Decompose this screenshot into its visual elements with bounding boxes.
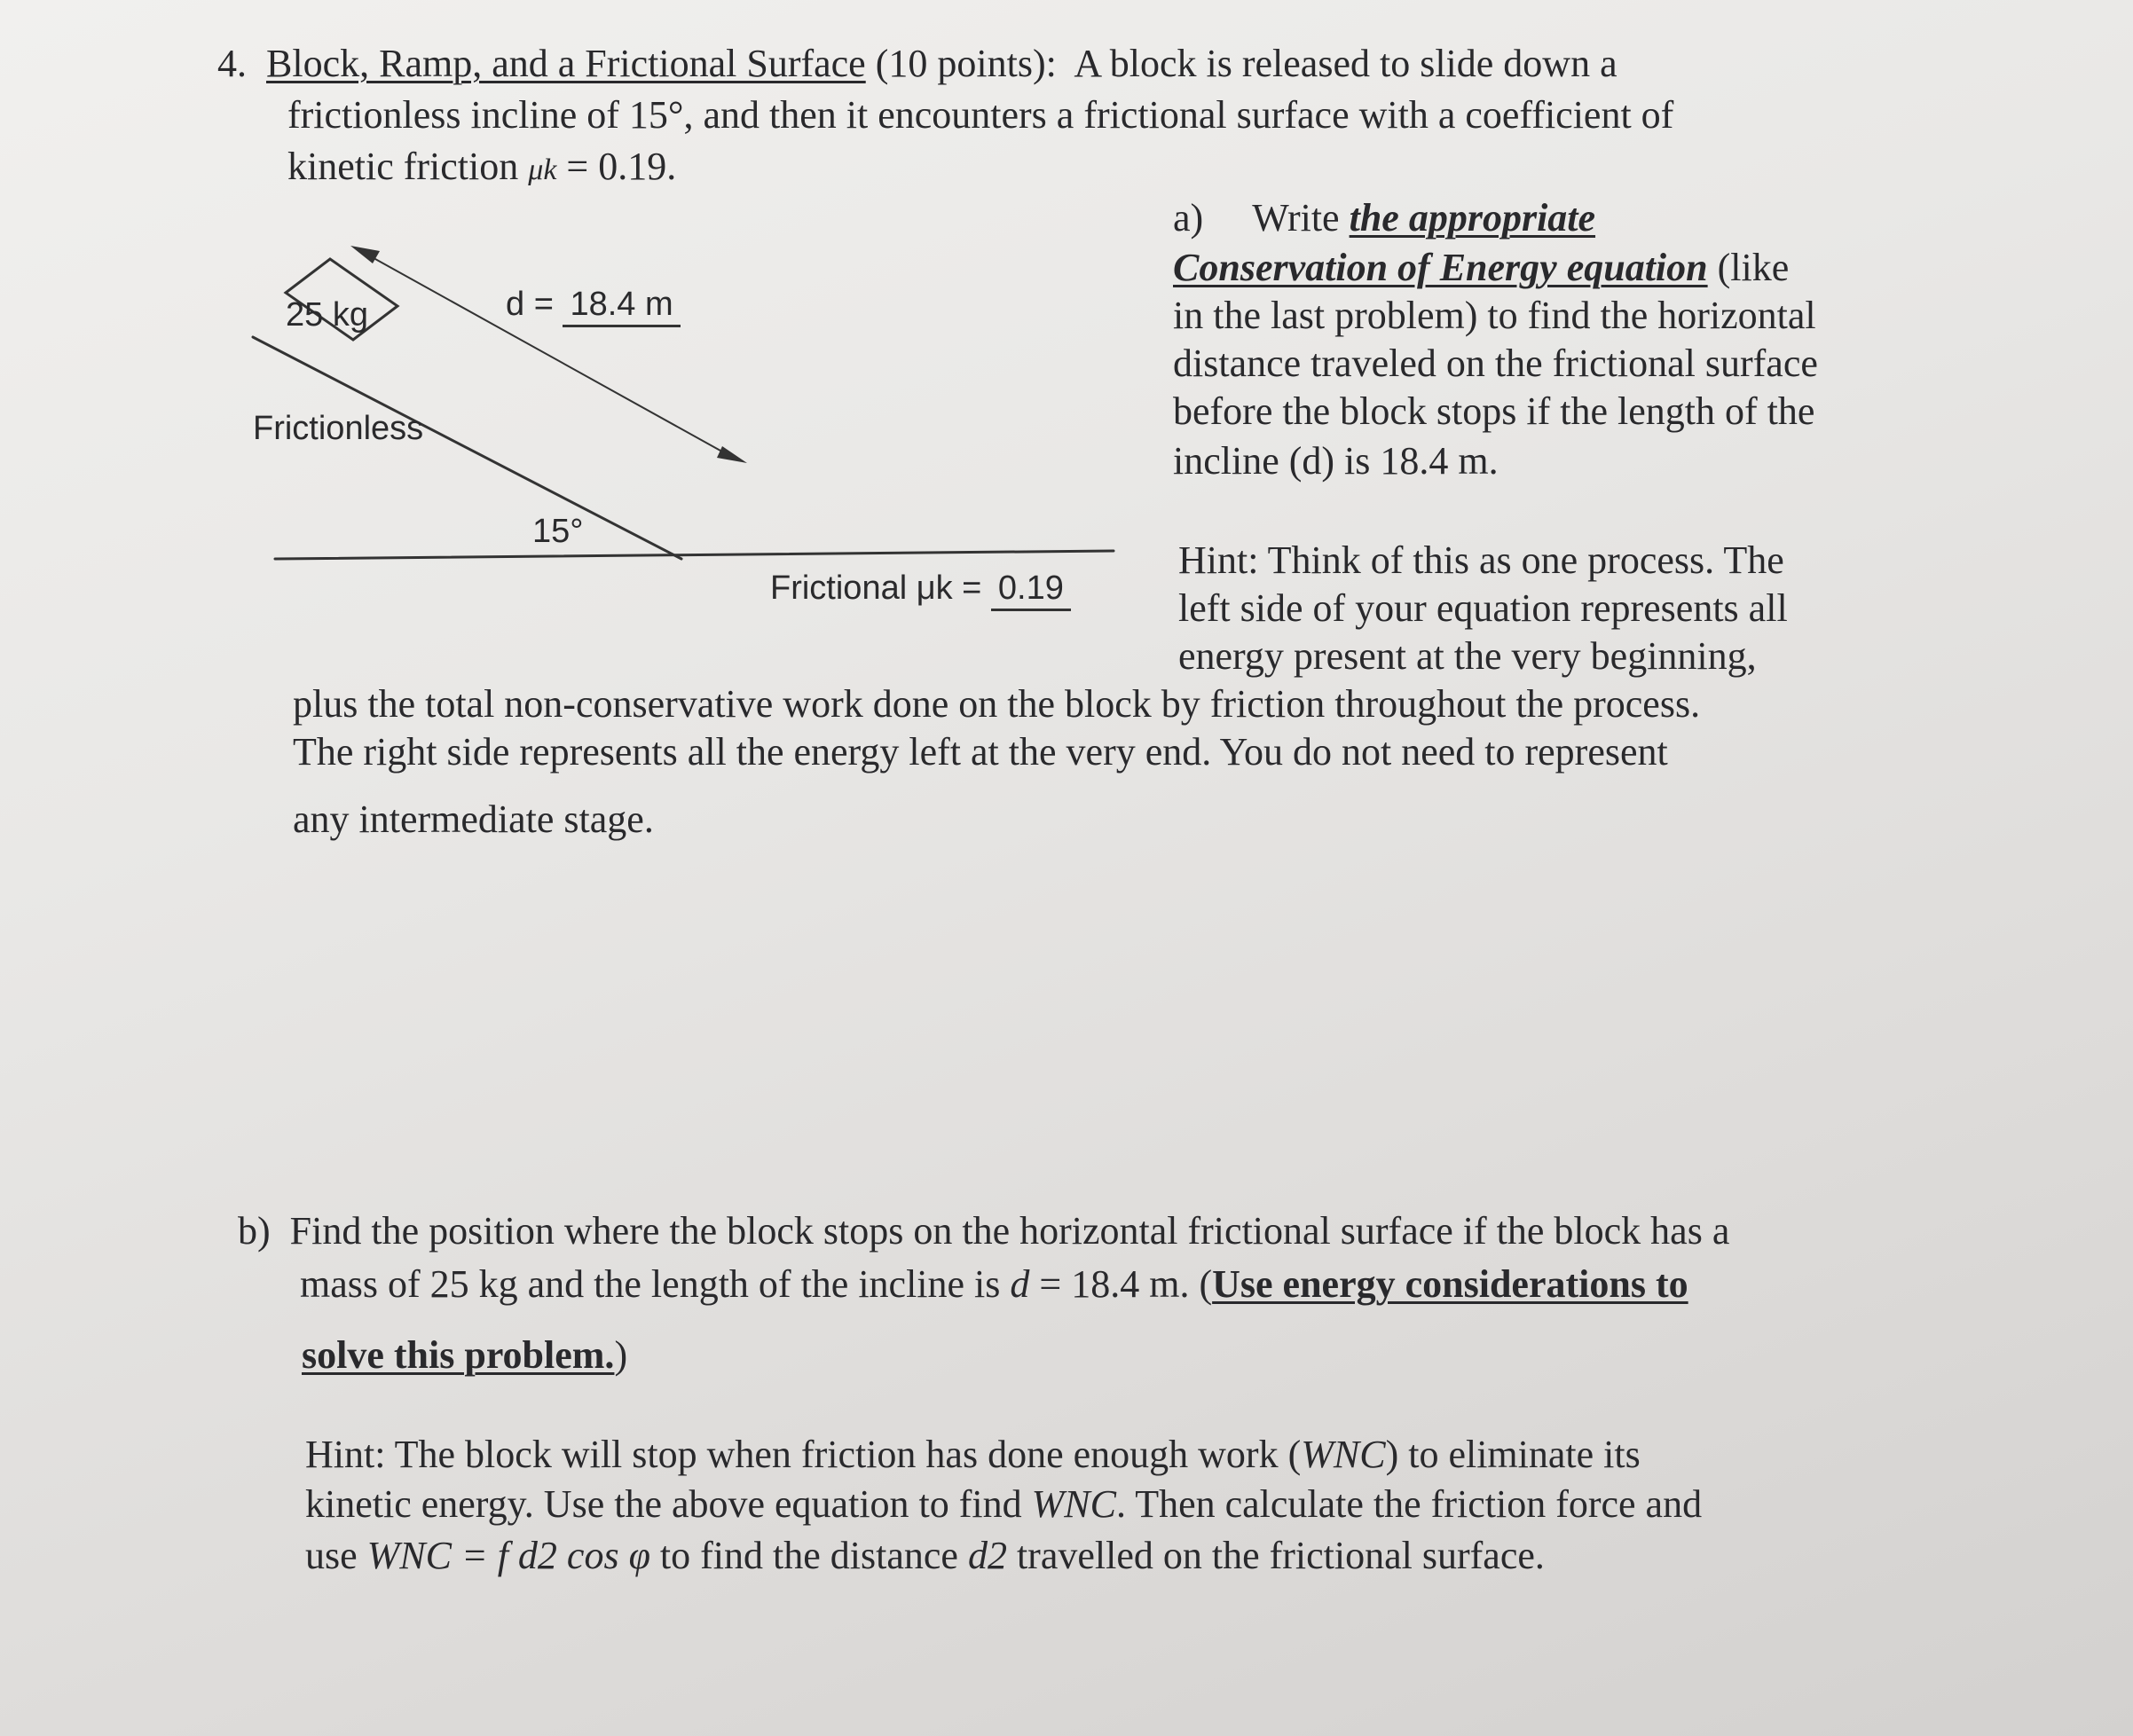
- problem-number: 4.: [217, 42, 247, 85]
- work-formula: WNC = f d2 cos φ: [366, 1534, 650, 1577]
- d2-symbol: d2: [967, 1534, 1007, 1577]
- part-b-line2: mass of 25 kg and the length of the incline is d = 18.4 m. (Use energy considerations to: [300, 1262, 1688, 1306]
- hint-a-line4: plus the total non-conservative work done on the block by friction throughout the process.: [293, 682, 1701, 726]
- part-a-emphasis: the appropriate: [1349, 196, 1596, 240]
- part-a-line6: incline (d) is 18.4 m.: [1173, 439, 1499, 483]
- energy-considerations-emphasis: Use energy considerations to: [1212, 1262, 1688, 1306]
- part-a-line2: Conservation of Energy equation (like: [1173, 246, 1790, 289]
- hint-a-line2: left side of your equation represents all: [1178, 586, 1788, 630]
- hint-b-line1: Hint: The block will stop when friction has done enough work (WNC) to eliminate its: [305, 1433, 1641, 1476]
- part-a-label: a): [1173, 196, 1204, 240]
- problem-points: (10 points):: [865, 42, 1057, 85]
- distance-arrowhead-up: [350, 246, 380, 263]
- solve-problem-emphasis: solve this problem.: [302, 1333, 615, 1377]
- friction-coefficient-value: 0.19: [991, 570, 1071, 611]
- distance-value: 18.4 m: [563, 286, 680, 327]
- distance-label: d = 18.4 m: [506, 286, 681, 324]
- problem-title: Block, Ramp, and a Frictional Surface: [266, 42, 866, 85]
- mu-k-symbol: μk: [528, 153, 557, 186]
- problem-intro-line3: kinetic friction μk = 0.19.: [287, 145, 677, 188]
- hint-a-line3: energy present at the very beginning,: [1178, 634, 1757, 678]
- hint-b-line2: kinetic energy. Use the above equation to find WNC. Then calculate the friction force and: [305, 1482, 1703, 1526]
- wnc-symbol-2: WNC: [1031, 1482, 1116, 1526]
- hint-a-line5: The right side represents all the energy left at the very end. You do not need to represent: [293, 730, 1668, 774]
- part-a-line5: before the block stops if the length of the: [1173, 389, 1815, 433]
- part-a-line1: a) Write the appropriate: [1173, 196, 1596, 240]
- problem-intro-line1: A block is released to slide down a: [1074, 42, 1617, 85]
- incline-surface: [253, 337, 681, 559]
- ramp-geometry: [253, 246, 1114, 559]
- part-b-label: b): [238, 1209, 271, 1253]
- frictional-label: Frictional μk = 0.19: [770, 570, 1071, 608]
- problem-intro-line2: frictionless incline of 15°, and then it encounters a frictional surface with a coefficient of: [287, 93, 1674, 137]
- part-a-line4: distance traveled on the frictional surface: [1173, 342, 1818, 385]
- frictionless-label: Frictionless: [253, 410, 424, 447]
- angle-label: 15°: [532, 513, 584, 550]
- hint-a-line6: any intermediate stage.: [293, 797, 654, 841]
- part-b-line3: solve this problem.): [302, 1333, 628, 1377]
- part-b-line1: b) Find the position where the block stops on the horizontal frictional surface if the block has a: [238, 1209, 1730, 1253]
- hint-a-line1: Hint: Think of this as one process. The: [1178, 538, 1784, 582]
- block-mass-label: 25 kg: [286, 296, 368, 334]
- part-a-line3: in the last problem) to find the horizontal: [1173, 294, 1816, 337]
- distance-arrowhead-down: [717, 446, 747, 463]
- conservation-of-energy-emphasis: Conservation of Energy equation: [1173, 246, 1708, 289]
- hint-b-line3: use WNC = f d2 cos φ to find the distance d2 travelled on the frictional surface.: [305, 1534, 1545, 1577]
- ground-line: [275, 551, 1114, 559]
- wnc-symbol: WNC: [1301, 1433, 1386, 1476]
